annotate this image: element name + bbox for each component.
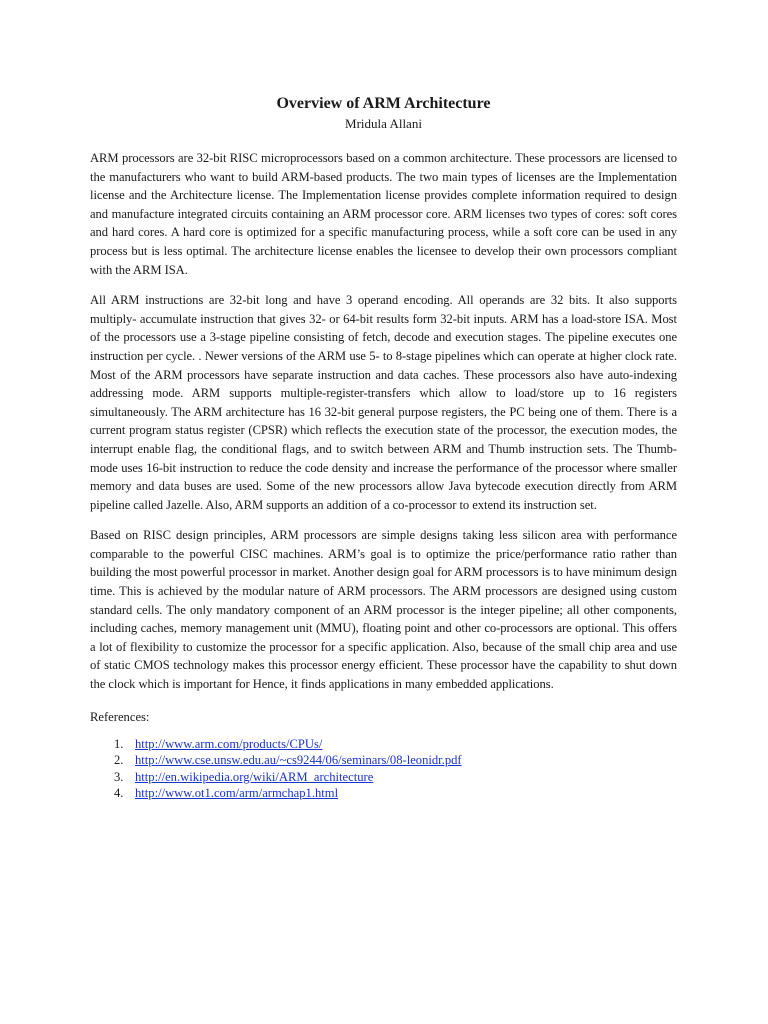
paragraph-instructions: All ARM instructions are 32-bit long and have 3 operand encoding. All operands are 32 bits. It also supports multiply- accumulate instruction that gives 32- or 64-bit results form 32-bit inputs. ARM has a load-store ISA. Most of the processors use a 3-stage pipeline consisting of fetch, decode and execution stages. The pipeline executes one instruction per cycle. . Newer versions of the ARM use 5- to 8-stage pipelines which can operate at higher clock rate. Most of the ARM processors have separate instruction and data caches. These processors also have auto-indexing addressing mode. ARM supports multiple-register-transfers which allow to load/store up to 16 registers simultaneously. The ARM architecture has 16 32-bit general purpose registers, the PC being one of them. There is a current program status register (CPSR) which reflects the execution state of the processor, the execution modes, the interrupt enable flag, the conditional flags, and to switch between ARM and Thumb instruction sets. The Thumb-mode uses 16-bit instruction to reduce the code density and increase the performance of the processor where smaller memory and data buses are used. Some of the new processors allow Java bytecode execution directly from ARM pipeline called Jazelle. Also, ARM supports an addition of a co-processor to extend its instruction set. xyxy=(90,293,677,512)
reference-number: 1. xyxy=(114,736,124,751)
paragraph-licensing: ARM processors are 32-bit RISC microprocessors based on a common architecture. These processors are licensed to the manufacturers who want to build ARM-based products. The two main types of licenses are the Implementation license and the Architecture license. The Implementation license provides complete information required to design and manufacture integrated circuits containing an ARM processor core. ARM licenses two types of cores: soft cores and hard cores. A hard core is optimized for a specific manufacturing process, while a soft core can be used in any process but is less optimal. The architecture license enables the licensee to develop their own processors compliant with the ARM ISA. xyxy=(90,151,677,277)
reference-number: 3. xyxy=(114,769,124,784)
reference-item xyxy=(90,752,677,769)
reference-link[interactable]: http://en.wikipedia.org/wiki/ARM_architecture xyxy=(135,769,374,784)
reference-item xyxy=(90,769,677,786)
reference-number: 2. xyxy=(114,753,124,768)
reference-item xyxy=(90,785,677,802)
reference-link[interactable]: http://www.arm.com/products/CPUs/ xyxy=(135,736,323,751)
paragraph-design-principles: Based on RISC design principles, ARM processors are simple designs taking less silicon area with performance comparable to the powerful CISC machines. ARM’s goal is to optimize the price/performance ratio rather than building the most powerful processor in market. Another design goal for ARM processors is to have minimum design time. This is achieved by the modular nature of ARM processors. The ARM processors are designed using custom standard cells. The only mandatory component of an ARM processor is the integer pipeline; all other components, including caches, memory management unit (MMU), floating point and other co-processors are optional. This offers a lot of flexibility to customize the processor for a specific application. Also, because of the small chip area and use of static CMOS technology makes this processor energy efficient. These processor have the capability to shut down the clock which is important for Hence, it finds applications in many embedded applications. xyxy=(90,528,677,692)
reference-number: 4. xyxy=(114,786,124,801)
document-page xyxy=(90,94,677,802)
references-heading: References: xyxy=(90,709,150,724)
document-author: Mridula Allani xyxy=(345,116,422,131)
document-title: Overview of ARM Architecture xyxy=(276,95,491,112)
reference-link[interactable]: http://www.cse.unsw.edu.au/~cs9244/06/seminars/08-leonidr.pdf xyxy=(135,753,462,768)
reference-link[interactable]: http://www.ot1.com/arm/armchap1.html xyxy=(135,786,339,801)
references-list xyxy=(90,736,677,802)
reference-item xyxy=(90,736,677,753)
